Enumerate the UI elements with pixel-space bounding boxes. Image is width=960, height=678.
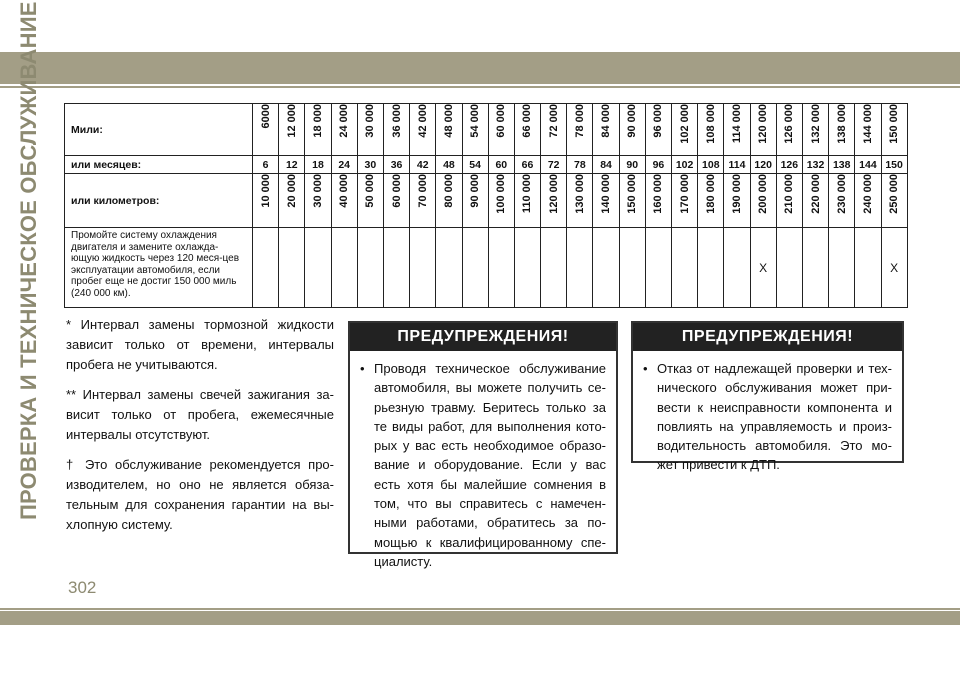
months-value: 60 — [488, 156, 514, 174]
miles-value: 48 000 — [442, 104, 455, 138]
km-cell — [488, 174, 514, 228]
months-value: 108 — [698, 156, 724, 174]
miles-value: 36 000 — [390, 104, 403, 138]
miles-value: 120 000 — [757, 104, 770, 144]
bottom-decor-band — [0, 611, 960, 625]
miles-value: 6000 — [259, 104, 272, 129]
km-cell — [672, 174, 698, 228]
service-mark-cell — [331, 228, 357, 308]
miles-label: Мили: — [65, 104, 253, 156]
miles-value: 144 000 — [861, 104, 874, 144]
miles-value: 138 000 — [835, 104, 848, 144]
task-description: Промойте систему охлаждения двигателя и замените охлажда-ющую жидкость через 120 меся-цев эксплуатации автомобиля, если пробег еще не достиг 150 000 миль (240 000 км). — [65, 228, 253, 308]
km-value: 170 000 — [678, 174, 691, 214]
miles-value: 114 000 — [730, 104, 743, 144]
km-value: 60 000 — [390, 174, 403, 208]
km-cell — [331, 174, 357, 228]
km-value: 210 000 — [783, 174, 796, 214]
service-mark-cell — [593, 228, 619, 308]
km-cell — [514, 174, 540, 228]
km-cell — [436, 174, 462, 228]
task-row — [65, 228, 908, 308]
km-cell — [383, 174, 409, 228]
months-value: 30 — [357, 156, 383, 174]
km-cell — [802, 174, 828, 228]
service-mark-cell — [829, 228, 855, 308]
service-mark-cell — [357, 228, 383, 308]
km-value: 40 000 — [338, 174, 351, 208]
miles-value: 102 000 — [678, 104, 691, 144]
service-mark-cell — [514, 228, 540, 308]
months-value: 6 — [253, 156, 279, 174]
miles-cell — [750, 104, 776, 156]
months-value: 36 — [383, 156, 409, 174]
service-mark-cell — [645, 228, 671, 308]
km-cell — [410, 174, 436, 228]
miles-cell — [881, 104, 907, 156]
service-mark-cell — [698, 228, 724, 308]
km-value: 90 000 — [469, 174, 482, 208]
miles-value: 96 000 — [652, 104, 665, 138]
km-cell — [750, 174, 776, 228]
miles-cell — [855, 104, 881, 156]
miles-cell — [567, 104, 593, 156]
km-value: 110 000 — [521, 174, 534, 214]
km-cell — [724, 174, 750, 228]
km-value: 100 000 — [495, 174, 508, 214]
months-value: 150 — [881, 156, 907, 174]
miles-cell — [672, 104, 698, 156]
miles-cell — [436, 104, 462, 156]
bullet-icon: • — [643, 361, 648, 376]
service-mark-cell — [567, 228, 593, 308]
miles-cell — [357, 104, 383, 156]
km-cell — [698, 174, 724, 228]
km-value: 220 000 — [809, 174, 822, 214]
km-value: 190 000 — [730, 174, 743, 214]
top-decor-line — [0, 86, 960, 88]
miles-value: 126 000 — [783, 104, 796, 144]
miles-cell — [410, 104, 436, 156]
service-mark-cell: X — [881, 228, 907, 308]
km-value: 200 000 — [757, 174, 770, 214]
service-mark-cell — [410, 228, 436, 308]
miles-cell — [383, 104, 409, 156]
miles-cell — [488, 104, 514, 156]
miles-cell — [593, 104, 619, 156]
km-value: 140 000 — [600, 174, 613, 214]
months-row — [65, 156, 908, 174]
km-cell — [881, 174, 907, 228]
km-value: 70 000 — [416, 174, 429, 208]
footnotes — [66, 315, 334, 545]
miles-value: 66 000 — [521, 104, 534, 138]
service-mark-cell — [305, 228, 331, 308]
miles-value: 150 000 — [888, 104, 901, 144]
miles-cell — [724, 104, 750, 156]
miles-cell — [462, 104, 488, 156]
miles-value: 18 000 — [311, 104, 324, 138]
km-label: или километров: — [65, 174, 253, 228]
service-mark-cell — [776, 228, 802, 308]
warning-box-right — [631, 321, 904, 473]
miles-value: 60 000 — [495, 104, 508, 138]
miles-cell — [829, 104, 855, 156]
miles-cell — [514, 104, 540, 156]
km-cell — [462, 174, 488, 228]
months-value: 126 — [776, 156, 802, 174]
miles-value: 90 000 — [626, 104, 639, 138]
miles-value: 54 000 — [469, 104, 482, 138]
miles-row — [65, 104, 908, 156]
km-cell — [593, 174, 619, 228]
miles-value: 24 000 — [338, 104, 351, 138]
months-value: 114 — [724, 156, 750, 174]
months-value: 18 — [305, 156, 331, 174]
service-mark-cell — [488, 228, 514, 308]
service-mark-cell — [855, 228, 881, 308]
km-value: 10 000 — [259, 174, 272, 208]
service-mark-cell — [619, 228, 645, 308]
months-value: 24 — [331, 156, 357, 174]
km-cell — [855, 174, 881, 228]
months-value: 96 — [645, 156, 671, 174]
months-value: 120 — [750, 156, 776, 174]
bottom-decor-line — [0, 608, 960, 610]
months-value: 72 — [541, 156, 567, 174]
km-value: 230 000 — [835, 174, 848, 214]
months-value: 54 — [462, 156, 488, 174]
miles-cell — [802, 104, 828, 156]
top-decor-band — [0, 52, 960, 84]
km-cell — [567, 174, 593, 228]
months-value: 138 — [829, 156, 855, 174]
section-side-title: ПРОВЕРКА И ТЕХНИЧЕСКОЕ ОБСЛУЖИВАНИЕ — [16, 1, 41, 520]
warning-text-right: Отказ от надлежащей проверки и тех-нического обслуживания может при-вести к неисправности компонента и повлиять на управляемость и произ-водительность автомобиля. Это мо-жет привести к ДТП. — [657, 361, 892, 473]
service-mark-cell — [253, 228, 279, 308]
page-number: 302 — [68, 578, 97, 597]
miles-cell — [305, 104, 331, 156]
miles-cell — [619, 104, 645, 156]
km-value: 30 000 — [311, 174, 324, 208]
miles-cell — [698, 104, 724, 156]
bullet-icon: • — [360, 361, 365, 376]
warning-title-left: ПРЕДУПРЕЖДЕНИЯ! — [350, 323, 616, 351]
miles-cell — [645, 104, 671, 156]
km-value: 150 000 — [626, 174, 639, 214]
miles-cell — [541, 104, 567, 156]
months-value: 90 — [619, 156, 645, 174]
months-value: 132 — [802, 156, 828, 174]
km-cell — [253, 174, 279, 228]
warning-box-left — [348, 321, 618, 569]
service-mark-cell — [436, 228, 462, 308]
miles-cell — [331, 104, 357, 156]
service-mark-cell — [462, 228, 488, 308]
service-mark-cell: X — [750, 228, 776, 308]
service-mark-cell — [672, 228, 698, 308]
km-value: 20 000 — [285, 174, 298, 208]
service-mark-cell — [383, 228, 409, 308]
km-value: 160 000 — [652, 174, 665, 214]
footnote-spark-plugs: ** Интервал замены свечей зажигания за-висит только от пробега, ежемесячные интервалы отсутствуют. — [66, 387, 334, 442]
miles-value: 132 000 — [809, 104, 822, 144]
km-value: 130 000 — [573, 174, 586, 214]
months-value: 12 — [279, 156, 305, 174]
km-cell — [305, 174, 331, 228]
miles-value: 12 000 — [285, 104, 298, 138]
km-value: 250 000 — [888, 174, 901, 214]
miles-value: 78 000 — [573, 104, 586, 138]
miles-value: 30 000 — [364, 104, 377, 138]
miles-value: 108 000 — [704, 104, 717, 144]
km-value: 80 000 — [442, 174, 455, 208]
km-cell — [829, 174, 855, 228]
miles-cell — [776, 104, 802, 156]
miles-cell — [279, 104, 305, 156]
service-mark-cell — [724, 228, 750, 308]
service-mark-cell — [541, 228, 567, 308]
warning-text-left: Проводя техническое обслуживание автомобиля, вы можете получить се-рьезную травму. Беритесь только за те виды работ, для выполнения кото-рых у вас есть необходимое образо-вание и оборудование. Если у вас есть хотя бы малейшие сомнения в том, что вы справитесь с намечен-ными работами, обратитесь за по-мощью к квалифицированному спе-циалисту. — [374, 361, 606, 569]
km-cell — [541, 174, 567, 228]
km-value: 120 000 — [547, 174, 560, 214]
months-label: или месяцев: — [65, 156, 253, 174]
months-value: 144 — [855, 156, 881, 174]
miles-value: 84 000 — [600, 104, 613, 138]
km-value: 50 000 — [364, 174, 377, 208]
km-cell — [357, 174, 383, 228]
service-mark-cell — [802, 228, 828, 308]
footnote-exhaust: † Это обслуживание рекомендуется про-изводителем, но оно не является обяза-тельным для сохранения гарантии на вы-хлопную систему. — [66, 457, 334, 532]
warning-title-right: ПРЕДУПРЕЖДЕНИЯ! — [633, 323, 902, 351]
km-value: 180 000 — [704, 174, 717, 214]
km-row — [65, 174, 908, 228]
months-value: 78 — [567, 156, 593, 174]
km-value: 240 000 — [861, 174, 874, 214]
km-cell — [776, 174, 802, 228]
months-value: 84 — [593, 156, 619, 174]
service-mark-cell — [279, 228, 305, 308]
miles-value: 72 000 — [547, 104, 560, 138]
footnote-brake-fluid: * Интервал замены тормозной жидкости зависит только от времени, интервалы пробега не учитываются. — [66, 317, 334, 372]
months-value: 102 — [672, 156, 698, 174]
km-cell — [645, 174, 671, 228]
miles-cell — [253, 104, 279, 156]
km-cell — [279, 174, 305, 228]
months-value: 48 — [436, 156, 462, 174]
months-value: 66 — [514, 156, 540, 174]
months-value: 42 — [410, 156, 436, 174]
km-cell — [619, 174, 645, 228]
maintenance-schedule-table — [64, 103, 908, 308]
miles-value: 42 000 — [416, 104, 429, 138]
